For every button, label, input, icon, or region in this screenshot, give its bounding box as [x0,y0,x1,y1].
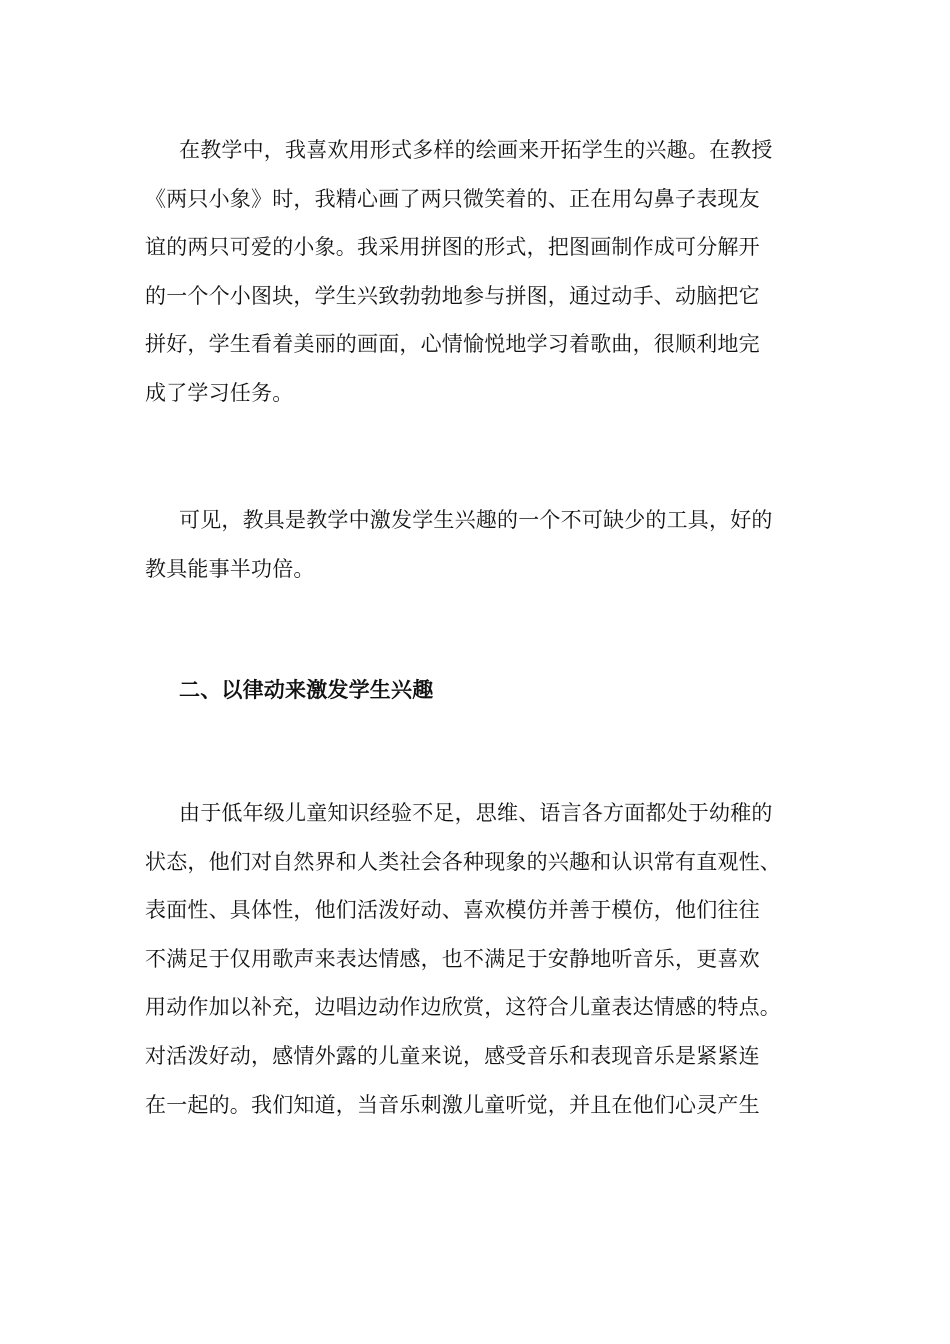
paragraph-line: 《两只小象》时，我精心画了两只微笑着的、正在用勾鼻子表现友 [145,186,760,211]
section-heading-text: 二、以律动来激发学生兴趣 [179,677,434,702]
section-heading [145,666,807,715]
paragraph-line: 的一个个小图块，学生兴致勃勃地参与拼图，通过动手、动脑把它 [145,283,760,308]
paragraph-line: 可见，教具是教学中激发学生兴趣的一个不可缺少的工具，好的 [179,508,773,532]
paragraph-line: 教具能事半功倍。 [145,556,315,581]
paragraph-line: 不满足于仅用歌声来表达情感，也不满足于安静地听音乐，更喜欢 [145,946,760,971]
paragraph-line: 由于低年级儿童知识经验不足，思维、语言各方面都处于幼稚的 [179,801,773,825]
paragraph-line: 表面性、具体性，他们活泼好动、喜欢模仿并善于模仿，他们往往 [145,898,760,923]
paragraph-line: 成了学习任务。 [145,380,294,405]
paragraph-line: 谊的两只可爱的小象。我采用拼图的形式，把图画制作成可分解开 [145,235,760,260]
paragraph-line: 拼好，学生看着美丽的画面，心情愉悦地学习着歌曲，很顺利地完 [145,332,760,357]
paragraph-line: 在教学中，我喜欢用形式多样的绘画来开拓学生的兴趣。在教授 [179,138,773,162]
paragraph-rhythm-movement [145,789,807,1129]
paragraph-line: 用动作加以补充，边唱边动作边欣赏，这符合儿童表达情感的特点。 [145,995,781,1020]
paragraph-teaching-aids-conclusion [145,496,807,593]
paragraph-line: 在一起的。我们知道，当音乐刺激儿童听觉，并且在他们心灵产生 [145,1092,760,1117]
paragraph-line: 状态，他们对自然界和人类社会各种现象的兴趣和认识常有直观性、 [145,849,781,874]
paragraph-line: 对活泼好动，感情外露的儿童来说，感受音乐和表现音乐是紧紧连 [145,1043,760,1068]
paragraph-drawing-teaching-aids [145,126,807,418]
